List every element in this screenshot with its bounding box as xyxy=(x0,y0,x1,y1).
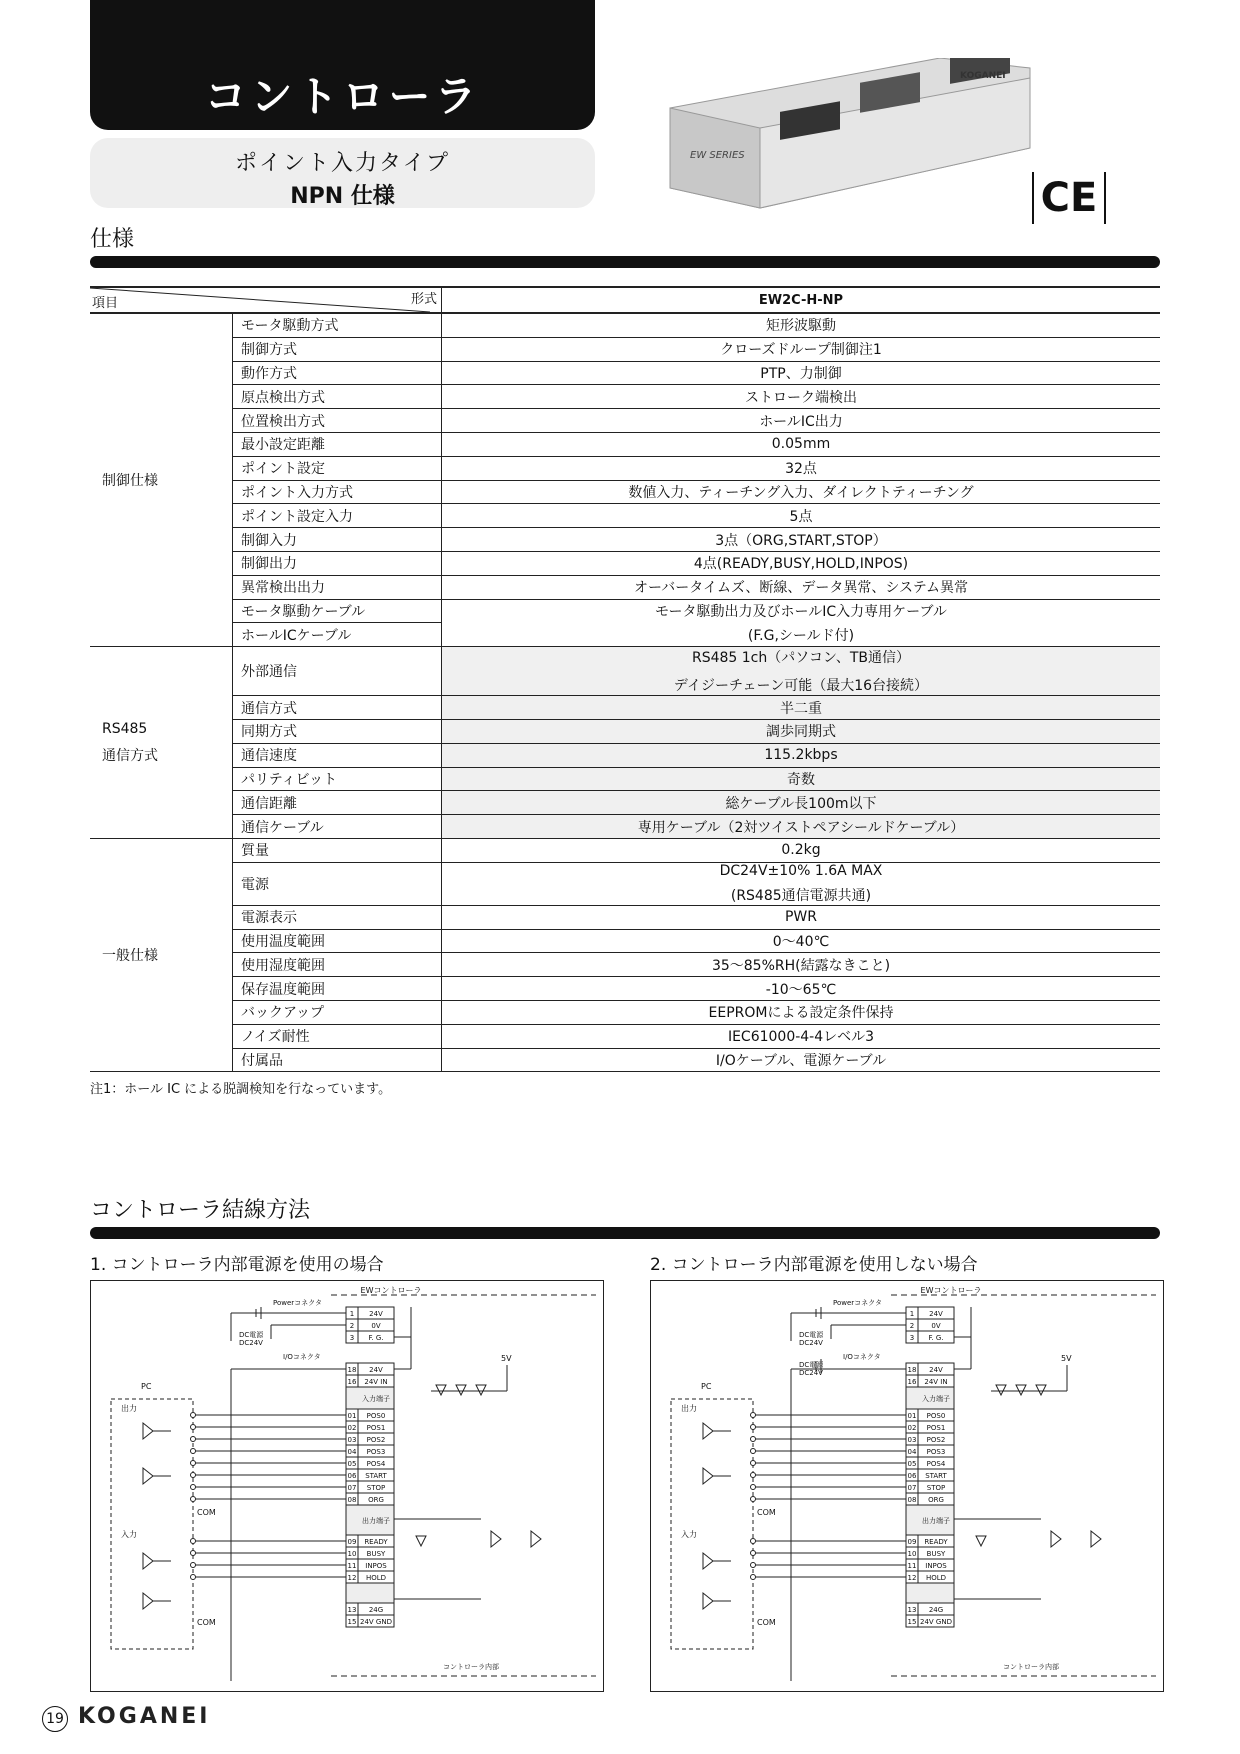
terminal-node xyxy=(191,1413,196,1418)
row-value: ストローク端検出 xyxy=(442,385,1161,409)
pin-name: BUSY xyxy=(926,1550,946,1558)
brand-logo: KOGANEI xyxy=(78,1704,211,1729)
row-value: 数値入力、ティーチング入力、ダイレクトティーチング xyxy=(442,480,1161,504)
row-value: 0.2kg xyxy=(442,838,1161,862)
row-item: ノイズ耐性 xyxy=(233,1024,442,1048)
row-value-line: (RS485通信電源共通) xyxy=(730,887,872,904)
optocoupler-icon xyxy=(531,1531,541,1547)
table-row xyxy=(90,1024,1160,1048)
row-value: 3点（ORG,START,STOP） xyxy=(442,528,1161,552)
row-item: 通信速度 xyxy=(233,743,442,767)
table-row xyxy=(90,767,1160,791)
pin-number: 01 xyxy=(347,1412,357,1420)
table-row xyxy=(90,815,1160,839)
diagram1-title: 1. コントローラ内部電源を使用の場合 xyxy=(90,1255,384,1275)
table-row xyxy=(90,977,1160,1001)
category-general: 一般仕様 xyxy=(90,838,233,1071)
table-row xyxy=(90,551,1160,575)
pin-number: 12 xyxy=(347,1574,357,1582)
row-value: クローズドループ制御注1 xyxy=(442,337,1161,361)
pin-number: 05 xyxy=(907,1460,917,1468)
row-item: 保存温度範囲 xyxy=(233,977,442,1001)
table-row xyxy=(90,696,1160,720)
pin-name: INPOS xyxy=(925,1562,947,1570)
pin-name: POS0 xyxy=(926,1412,946,1420)
subtitle-spec: NPN 仕様 xyxy=(290,184,395,209)
row-value: 奇数 xyxy=(442,767,1161,791)
table-row xyxy=(90,480,1160,504)
terminal-node xyxy=(191,1539,196,1544)
row-item: 同期方式 xyxy=(233,719,442,743)
com-label: COM xyxy=(757,1508,776,1517)
pin-number: 05 xyxy=(347,1460,357,1468)
ce-mark xyxy=(1032,172,1106,224)
row-value: -10〜65℃ xyxy=(442,977,1161,1001)
terminal-node xyxy=(751,1425,756,1430)
terminal-node xyxy=(751,1563,756,1568)
pin-number: 03 xyxy=(907,1436,917,1444)
pin-number: 04 xyxy=(907,1448,917,1456)
terminal-node xyxy=(191,1497,196,1502)
dc-supply-label: DC電源 xyxy=(799,1361,824,1369)
pin-name: POS3 xyxy=(366,1448,386,1456)
pin-number: 02 xyxy=(907,1424,917,1432)
row-item: バックアップ xyxy=(233,1000,442,1024)
row-value-line: (F.G,シールド付) xyxy=(747,627,855,644)
pin-number: 3 xyxy=(349,1334,355,1342)
row-value: PTP、力制御 xyxy=(442,361,1161,385)
dc-supply-label: DC24V xyxy=(239,1339,263,1347)
terminal-node xyxy=(751,1497,756,1502)
row-value-merged xyxy=(442,647,1161,696)
row-item: 制御出力 xyxy=(233,551,442,575)
row-value: ホールIC出力 xyxy=(442,409,1161,433)
row-item: 位置検出方式 xyxy=(233,409,442,433)
subtitle-box xyxy=(90,138,595,208)
terminal-node xyxy=(751,1575,756,1580)
terminal-node xyxy=(191,1485,196,1490)
product-series-label: EW SERIES xyxy=(690,150,745,161)
com-label: COM xyxy=(197,1508,216,1517)
dc-supply-label: DC24V xyxy=(799,1369,823,1377)
row-value: 専用ケーブル（2対ツイストペアシールドケーブル） xyxy=(442,815,1161,839)
table-row xyxy=(90,575,1160,599)
io-connector-label: I/Oコネクタ xyxy=(283,1353,321,1361)
pc-input-label: 入力 xyxy=(681,1530,697,1539)
pin-number: 2 xyxy=(909,1322,915,1330)
page-title-box xyxy=(90,0,595,130)
pin-name: POS2 xyxy=(926,1436,946,1444)
pin-number: 1 xyxy=(349,1310,355,1318)
spec-footnote: 注1：ホール IC による脱調検知を行なっています。 xyxy=(90,1082,392,1097)
controller-product-image xyxy=(660,58,1040,218)
table-row xyxy=(90,409,1160,433)
wiring-heading-bar xyxy=(90,1227,1160,1239)
table-row xyxy=(90,385,1160,409)
optocoupler-icon xyxy=(143,1468,153,1484)
diode-icon xyxy=(976,1536,986,1546)
pin-number: 01 xyxy=(907,1412,917,1420)
diode-icon xyxy=(476,1385,486,1395)
pin-name: POS4 xyxy=(926,1460,946,1468)
row-item: 使用湿度範囲 xyxy=(233,953,442,977)
v5-label: 5V xyxy=(501,1354,512,1363)
table-row xyxy=(90,504,1160,528)
subtitle-type: ポイント入力タイプ xyxy=(235,151,450,176)
diode-icon xyxy=(1016,1385,1026,1395)
row-item: 付属品 xyxy=(233,1048,442,1072)
pin-name: 24V IN xyxy=(364,1378,388,1386)
ce-mark-text: CE xyxy=(1040,175,1098,221)
pin-number: 3 xyxy=(909,1334,915,1342)
pin-number: 13 xyxy=(907,1606,917,1614)
row-value: 0〜40℃ xyxy=(442,929,1161,953)
terminal-node xyxy=(751,1473,756,1478)
wiring-diagram-internal-power xyxy=(90,1280,604,1692)
table-row xyxy=(90,838,1160,862)
pin-name: HOLD xyxy=(925,1574,947,1582)
row-item: ポイント設定 xyxy=(233,456,442,480)
row-item: 電源 xyxy=(233,862,442,905)
pin-name: 0V xyxy=(931,1322,941,1330)
row-item: 使用温度範囲 xyxy=(233,929,442,953)
page-number: 19 xyxy=(42,1706,68,1732)
row-value-line: DC24V±10% 1.6A MAX xyxy=(719,862,883,879)
terminal-node xyxy=(751,1539,756,1544)
table-row xyxy=(90,361,1160,385)
spacer-cell xyxy=(906,1583,954,1603)
terminal-node xyxy=(191,1461,196,1466)
com-label: COM xyxy=(757,1618,776,1627)
table-row xyxy=(90,719,1160,743)
header-item-label: 項目 xyxy=(92,296,119,311)
product-brand-label: KOGANEI xyxy=(960,71,1006,81)
pin-name: 24V xyxy=(369,1366,383,1374)
pin-number: 11 xyxy=(347,1562,357,1570)
row-item: ホールICケーブル xyxy=(233,623,442,647)
pin-number: 06 xyxy=(347,1472,357,1480)
terminal-node xyxy=(191,1473,196,1478)
pin-number: 2 xyxy=(349,1322,355,1330)
row-item: ポイント設定入力 xyxy=(233,504,442,528)
row-value-line: RS485 1ch（パソコン、TB通信） xyxy=(691,650,911,667)
terminal-node xyxy=(751,1413,756,1418)
pc-box xyxy=(671,1399,753,1649)
pin-number: 18 xyxy=(907,1366,917,1374)
pin-name: READY xyxy=(364,1538,388,1546)
pin-name: 24V GND xyxy=(920,1618,952,1626)
pc-input-label: 入力 xyxy=(121,1530,137,1539)
wiring-diagram-external-power xyxy=(650,1280,1164,1692)
row-item: モータ駆動方式 xyxy=(233,313,442,337)
row-item: 原点検出方式 xyxy=(233,385,442,409)
pin-number: 04 xyxy=(347,1448,357,1456)
category-control: 制御仕様 xyxy=(90,313,233,647)
pc-label: PC xyxy=(141,1382,152,1391)
pin-number: 12 xyxy=(907,1574,917,1582)
pin-name: POS4 xyxy=(366,1460,386,1468)
optocoupler-icon xyxy=(1091,1531,1101,1547)
pin-name: ORG xyxy=(368,1496,384,1504)
pin-name: STOP xyxy=(366,1484,386,1492)
pin-number: 02 xyxy=(347,1424,357,1432)
terminal-node xyxy=(751,1551,756,1556)
header-model: EW2C-H-NP xyxy=(442,287,1161,313)
pin-number: 16 xyxy=(347,1378,357,1386)
row-item: 制御入力 xyxy=(233,528,442,552)
terminal-node xyxy=(751,1437,756,1442)
table-row xyxy=(90,1000,1160,1024)
table-row xyxy=(90,929,1160,953)
row-item: 最小設定距離 xyxy=(233,432,442,456)
pin-number: 15 xyxy=(907,1618,917,1626)
row-item: 動作方式 xyxy=(233,361,442,385)
pin-name: START xyxy=(925,1472,947,1480)
row-value: 32点 xyxy=(442,456,1161,480)
pin-name: POS1 xyxy=(366,1424,386,1432)
row-item: 通信方式 xyxy=(233,696,442,720)
pin-number: 03 xyxy=(347,1436,357,1444)
dc-supply-label: DC電源 xyxy=(799,1331,824,1339)
terminal-node xyxy=(191,1575,196,1580)
optocoupler-icon xyxy=(143,1553,153,1569)
pc-box xyxy=(111,1399,193,1649)
diagram2-title: 2. コントローラ内部電源を使用しない場合 xyxy=(650,1255,978,1275)
table-row xyxy=(90,862,1160,905)
input-terminal-label: 入力端子 xyxy=(922,1395,950,1403)
terminal-node xyxy=(191,1551,196,1556)
pin-name: 24V xyxy=(929,1366,943,1374)
pin-number: 07 xyxy=(907,1484,917,1492)
terminal-node xyxy=(751,1485,756,1490)
pin-name: BUSY xyxy=(366,1550,386,1558)
row-item: ポイント入力方式 xyxy=(233,480,442,504)
diode-icon xyxy=(416,1536,426,1546)
power-connector-label: Powerコネクタ xyxy=(273,1299,323,1307)
controller-label: EWコントローラ xyxy=(360,1286,422,1295)
optocoupler-icon xyxy=(143,1593,153,1609)
pin-name: INPOS xyxy=(365,1562,387,1570)
diode-icon xyxy=(456,1385,466,1395)
pin-name: 24V xyxy=(929,1310,943,1318)
table-row xyxy=(90,599,1160,623)
diode-icon xyxy=(1036,1385,1046,1395)
diode-icon xyxy=(996,1385,1006,1395)
category-line: RS485 xyxy=(102,720,148,737)
pin-name: 24G xyxy=(928,1606,944,1614)
row-value: 4点(READY,BUSY,HOLD,INPOS) xyxy=(442,551,1161,575)
terminal-node xyxy=(751,1461,756,1466)
row-item: 制御方式 xyxy=(233,337,442,361)
terminal-node xyxy=(191,1437,196,1442)
row-value: 115.2kbps xyxy=(442,743,1161,767)
table-row xyxy=(90,743,1160,767)
row-value: IEC61000-4-4レベル3 xyxy=(442,1024,1161,1048)
optocoupler-icon xyxy=(491,1531,501,1547)
spec-heading-bar xyxy=(90,256,1160,268)
pin-number: 06 xyxy=(907,1472,917,1480)
row-item: 通信ケーブル xyxy=(233,815,442,839)
row-value: オーバータイムズ、断線、データ異常、システム異常 xyxy=(442,575,1161,599)
pin-name: START xyxy=(365,1472,387,1480)
table-row xyxy=(90,1048,1160,1072)
pin-number: 16 xyxy=(907,1378,917,1386)
dc-supply-label: DC24V xyxy=(799,1339,823,1347)
wiring-heading: コントローラ結線方法 xyxy=(90,1198,311,1223)
row-value: I/Oケーブル、電源ケーブル xyxy=(442,1048,1161,1072)
pin-name: 24V xyxy=(369,1310,383,1318)
table-row xyxy=(90,953,1160,977)
row-value-line: モータ駆動出力及びホールIC入力専用ケーブル xyxy=(655,603,947,620)
pin-name: 24V GND xyxy=(360,1618,392,1626)
optocoupler-icon xyxy=(703,1593,713,1609)
power-connector-label: Powerコネクタ xyxy=(833,1299,883,1307)
optocoupler-icon xyxy=(703,1423,713,1439)
pin-number: 10 xyxy=(347,1550,357,1558)
row-value-merged xyxy=(442,599,1161,647)
row-value: 調歩同期式 xyxy=(442,719,1161,743)
table-row xyxy=(90,905,1160,929)
pin-name: POS3 xyxy=(926,1448,946,1456)
row-item: 通信距離 xyxy=(233,791,442,815)
header-diagonal-line xyxy=(90,288,430,312)
pin-name: F. G. xyxy=(928,1334,944,1342)
pin-number: 09 xyxy=(347,1538,357,1546)
pin-number: 07 xyxy=(347,1484,357,1492)
pin-number: 09 xyxy=(907,1538,917,1546)
row-value: PWR xyxy=(442,905,1161,929)
row-value: 矩形波駆動 xyxy=(442,313,1161,337)
pin-name: F. G. xyxy=(368,1334,384,1342)
pin-number: 08 xyxy=(347,1496,357,1504)
row-value: EEPROMによる設定条件保持 xyxy=(442,1000,1161,1024)
table-row xyxy=(90,313,1160,337)
dc-supply-label: DC電源 xyxy=(239,1331,264,1339)
terminal-node xyxy=(191,1449,196,1454)
com-label: COM xyxy=(197,1618,216,1627)
table-row xyxy=(90,456,1160,480)
pin-name: POS1 xyxy=(926,1424,946,1432)
row-value: 半二重 xyxy=(442,696,1161,720)
row-item: 異常検出出力 xyxy=(233,575,442,599)
header-type-label: 形式 xyxy=(410,292,437,307)
row-value-merged xyxy=(442,862,1161,905)
table-row xyxy=(90,432,1160,456)
optocoupler-icon xyxy=(703,1468,713,1484)
pc-output-label: 出力 xyxy=(681,1404,697,1413)
diode-icon xyxy=(436,1385,446,1395)
controller-label: EWコントローラ xyxy=(920,1286,982,1295)
category-line: 通信方式 xyxy=(102,747,158,764)
row-value: 5点 xyxy=(442,504,1161,528)
controller-inside-label: コントローラ内部 xyxy=(1003,1663,1059,1671)
io-connector-label: I/Oコネクタ xyxy=(843,1353,881,1361)
optocoupler-icon xyxy=(1051,1531,1061,1547)
pin-name: ORG xyxy=(928,1496,944,1504)
row-value-line: デイジーチェーン可能（最大16台接続） xyxy=(673,678,929,695)
row-item: モータ駆動ケーブル xyxy=(233,599,442,623)
pin-name: POS2 xyxy=(366,1436,386,1444)
row-item: 電源表示 xyxy=(233,905,442,929)
pin-name: STOP xyxy=(926,1484,946,1492)
pin-number: 08 xyxy=(907,1496,917,1504)
table-row xyxy=(90,791,1160,815)
pc-output-label: 出力 xyxy=(121,1404,137,1413)
spacer-cell xyxy=(346,1583,394,1603)
category-rs485 xyxy=(90,647,233,839)
pin-number: 11 xyxy=(907,1562,917,1570)
spec-heading: 仕様 xyxy=(90,227,135,252)
input-terminal-label: 入力端子 xyxy=(362,1395,390,1403)
pin-name: READY xyxy=(924,1538,948,1546)
pin-name: POS0 xyxy=(366,1412,386,1420)
row-value: 35〜85%RH(結露なきこと) xyxy=(442,953,1161,977)
pin-name: 0V xyxy=(371,1322,381,1330)
pin-name: 24G xyxy=(368,1606,384,1614)
row-value: 0.05mm xyxy=(442,432,1161,456)
pin-number: 10 xyxy=(907,1550,917,1558)
table-row xyxy=(90,337,1160,361)
pin-name: HOLD xyxy=(365,1574,387,1582)
header-diagonal-cell xyxy=(90,287,442,313)
table-row xyxy=(90,528,1160,552)
spec-table-header xyxy=(90,287,1160,313)
pin-number: 15 xyxy=(347,1618,357,1626)
pin-number: 1 xyxy=(909,1310,915,1318)
optocoupler-icon xyxy=(703,1553,713,1569)
row-item: 外部通信 xyxy=(233,647,442,696)
output-terminal-label: 出力端子 xyxy=(362,1517,390,1525)
terminal-node xyxy=(751,1449,756,1454)
pin-number: 18 xyxy=(347,1366,357,1374)
page-title: コントローラ xyxy=(204,72,481,121)
controller-inside-label: コントローラ内部 xyxy=(443,1663,499,1671)
terminal-node xyxy=(191,1425,196,1430)
pin-number: 13 xyxy=(347,1606,357,1614)
pin-name: 24V IN xyxy=(924,1378,948,1386)
spec-table xyxy=(90,286,1160,1072)
terminal-node xyxy=(191,1563,196,1568)
pc-label: PC xyxy=(701,1382,712,1391)
v5-label: 5V xyxy=(1061,1354,1072,1363)
row-item: パリティビット xyxy=(233,767,442,791)
optocoupler-icon xyxy=(143,1423,153,1439)
output-terminal-label: 出力端子 xyxy=(922,1517,950,1525)
row-item: 質量 xyxy=(233,838,442,862)
row-value: 総ケーブル長100m以下 xyxy=(442,791,1161,815)
